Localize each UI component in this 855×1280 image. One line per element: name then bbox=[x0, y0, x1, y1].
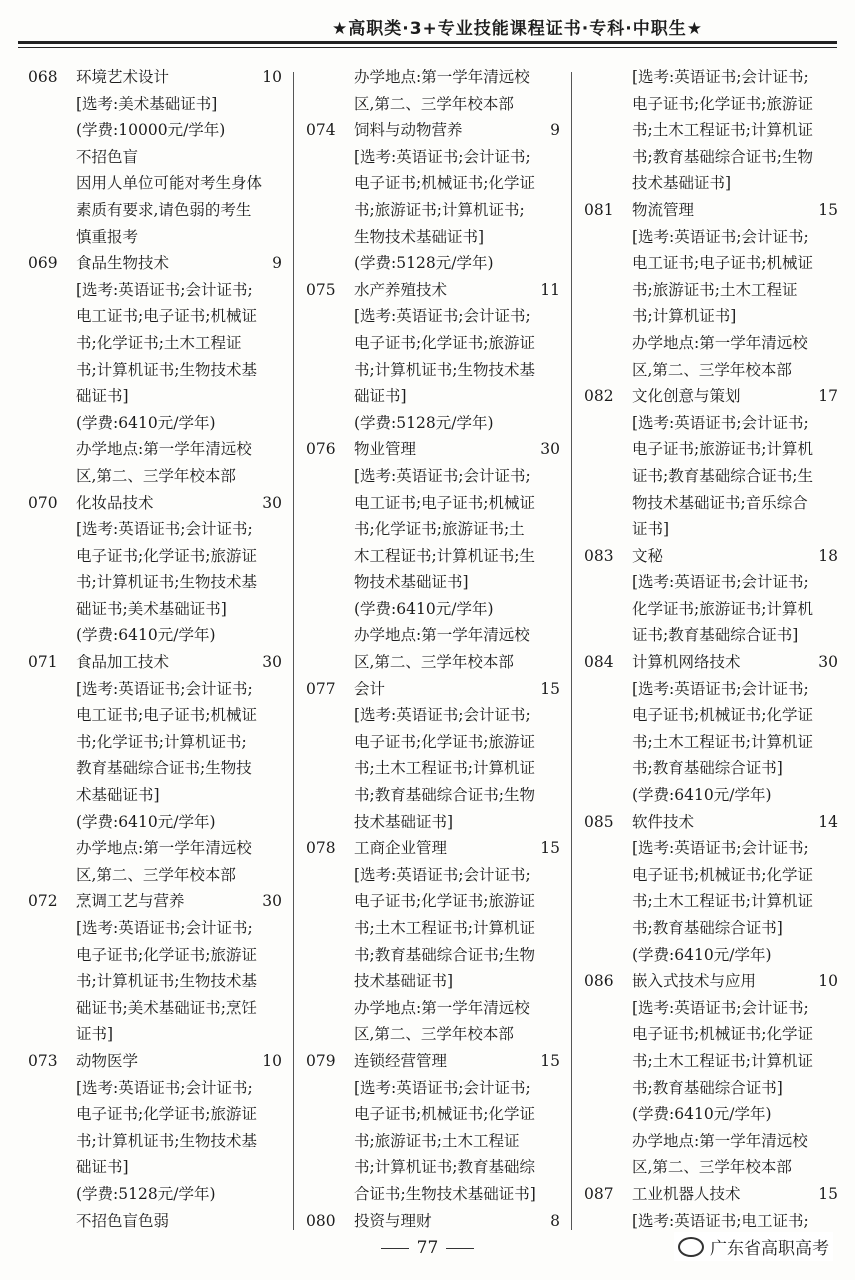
program-detail-line: [选考:英语证书;会计证书; bbox=[354, 147, 531, 166]
enrollment-count: 11 bbox=[540, 280, 560, 299]
program-detail-line: 慎重报考 bbox=[76, 227, 139, 246]
footer-dash-right bbox=[446, 1248, 474, 1249]
program-detail-line: [选考:英语证书;会计证书; bbox=[632, 839, 809, 858]
program-name: 烹调工艺与营养 bbox=[76, 892, 185, 911]
program-listing bbox=[28, 64, 840, 1232]
program-detail-line: (学费:10000元/学年) bbox=[76, 121, 226, 140]
enrollment-count: 30 bbox=[818, 653, 838, 672]
program-detail-line: 电子证书;机械证书;化学证 bbox=[354, 174, 535, 193]
program-name: 工业机器人技术 bbox=[632, 1184, 741, 1203]
program-entry-header bbox=[306, 676, 560, 703]
program-name: 工商企业管理 bbox=[354, 839, 448, 858]
program-detail-line: 因用人单位可能对考生身体 bbox=[76, 174, 263, 193]
enrollment-count: 30 bbox=[262, 892, 282, 911]
program-detail-line: [选考:英语证书;会计证书; bbox=[632, 679, 809, 698]
program-detail-line: [选考:英语证书;会计证书; bbox=[76, 1078, 253, 1097]
program-detail-line: 书;教育基础综合证书;生物 bbox=[632, 147, 813, 166]
program-name: 食品生物技术 bbox=[76, 254, 170, 273]
enrollment-count: 10 bbox=[818, 972, 838, 991]
program-code: 078 bbox=[306, 839, 336, 858]
program-name: 嵌入式技术与应用 bbox=[632, 972, 757, 991]
program-name: 软件技术 bbox=[632, 812, 695, 831]
program-name: 计算机网络技术 bbox=[632, 653, 741, 672]
program-detail-line: 础证书;美术基础证书] bbox=[76, 599, 227, 618]
enrollment-count: 9 bbox=[550, 121, 560, 140]
program-detail-line: 电子证书;机械证书;化学证 bbox=[354, 1105, 535, 1124]
program-detail-line: 书;土木工程证书;计算机证 bbox=[354, 759, 535, 778]
program-detail-line: 础证书] bbox=[76, 1158, 129, 1177]
program-detail-line: (学费:5128元/学年) bbox=[354, 254, 494, 273]
program-detail-line: 书;化学证书;旅游证书;土 bbox=[354, 520, 525, 539]
program-name: 饲料与动物营养 bbox=[354, 121, 463, 140]
program-name: 会计 bbox=[354, 679, 386, 698]
program-detail-line: 办学地点:第一学年清远校 bbox=[76, 839, 252, 858]
program-entry-header bbox=[28, 649, 282, 676]
program-entry-header bbox=[584, 1181, 838, 1208]
program-code: 080 bbox=[306, 1211, 336, 1230]
program-name: 动物医学 bbox=[76, 1051, 139, 1070]
program-detail-line: (学费:6410元/学年) bbox=[632, 1105, 772, 1124]
program-detail-line: 技术基础证书] bbox=[354, 972, 454, 991]
program-name: 化妆品技术 bbox=[76, 493, 154, 512]
program-name: 连锁经营管理 bbox=[354, 1051, 448, 1070]
enrollment-count: 10 bbox=[262, 1051, 282, 1070]
program-detail-line: 合证书;生物技术基础证书] bbox=[354, 1184, 536, 1203]
program-name: 物流管理 bbox=[632, 200, 695, 219]
program-detail-line: 办学地点:第一学年清远校 bbox=[76, 440, 252, 459]
enrollment-count: 15 bbox=[540, 679, 560, 698]
program-code: 070 bbox=[28, 493, 58, 512]
program-detail-line: 电子证书;化学证书;旅游证 bbox=[354, 892, 535, 911]
program-entry-header bbox=[28, 250, 282, 277]
program-entry-header bbox=[28, 888, 282, 915]
program-detail-line: [选考:英语证书;会计证书; bbox=[354, 706, 531, 725]
enrollment-count: 18 bbox=[818, 546, 838, 565]
program-detail-line: 证书;教育基础综合证书] bbox=[632, 626, 799, 645]
program-detail-line: [选考:英语证书;会计证书; bbox=[632, 413, 809, 432]
program-entry-header bbox=[306, 436, 560, 463]
program-detail-line: 书;教育基础综合证书;生物 bbox=[354, 786, 535, 805]
program-detail-line: 教育基础综合证书;生物技 bbox=[76, 759, 252, 778]
program-detail-line: [选考:英语证书;会计证书; bbox=[632, 68, 809, 86]
program-detail-line: 物技术基础证书;音乐综合 bbox=[632, 493, 808, 512]
program-detail-line: [选考:英语证书;会计证书; bbox=[76, 280, 253, 299]
program-code: 079 bbox=[306, 1051, 336, 1070]
program-detail-line: 生物技术基础证书] bbox=[354, 227, 485, 246]
program-detail-line: 电工证书;电子证书;机械证 bbox=[76, 706, 257, 725]
enrollment-count: 10 bbox=[262, 68, 282, 86]
program-detail-line: [选考:英语证书;会计证书; bbox=[632, 227, 809, 246]
column-divider bbox=[293, 72, 294, 1230]
program-detail-line: 书;化学证书;计算机证书; bbox=[76, 732, 247, 751]
program-detail-line: [选考:英语证书;电工证书; bbox=[632, 1211, 809, 1230]
program-entry-header bbox=[584, 197, 838, 224]
program-detail-line: (学费:6410元/学年) bbox=[76, 413, 216, 432]
program-entry-header bbox=[584, 543, 838, 570]
enrollment-count: 15 bbox=[818, 1184, 838, 1203]
header-thin-rule bbox=[18, 47, 837, 48]
program-code: 077 bbox=[306, 679, 336, 698]
program-detail-line: 不招色盲色弱 bbox=[76, 1211, 170, 1230]
program-name: 投资与理财 bbox=[354, 1211, 432, 1230]
program-entry-header bbox=[584, 383, 838, 410]
program-detail-line: [选考:英语证书;会计证书; bbox=[354, 865, 531, 884]
program-detail-line: 书;计算机证书] bbox=[632, 307, 737, 326]
program-detail-line: 区,第二、三学年校本部 bbox=[76, 865, 236, 884]
program-entry-header bbox=[306, 1208, 560, 1232]
column-1 bbox=[28, 64, 282, 1232]
watermark bbox=[674, 1232, 833, 1261]
program-name: 水产养殖技术 bbox=[354, 280, 448, 299]
program-code: 069 bbox=[28, 254, 58, 273]
enrollment-count: 8 bbox=[550, 1211, 560, 1230]
program-detail-line: 证书;教育基础综合证书;生 bbox=[632, 466, 813, 485]
program-detail-line: (学费:5128元/学年) bbox=[76, 1184, 216, 1203]
program-detail-line: [选考:英语证书;会计证书; bbox=[76, 919, 253, 937]
program-detail-line: (学费:6410元/学年) bbox=[632, 786, 772, 805]
program-detail-line: [选考:美术基础证书] bbox=[76, 94, 218, 113]
page-header-title: ★高职类·3+专业技能课程证书·专科·中职生★ bbox=[332, 19, 703, 39]
enrollment-count: 14 bbox=[818, 812, 838, 831]
program-detail-line: (学费:6410元/学年) bbox=[632, 945, 772, 964]
program-detail-line: 书;计算机证书;生物技术基 bbox=[76, 972, 257, 991]
program-detail-line: 素质有要求,请色弱的考生 bbox=[76, 200, 252, 219]
program-detail-line: 不招色盲 bbox=[76, 147, 139, 166]
program-entry-header bbox=[584, 968, 838, 995]
program-code: 086 bbox=[584, 972, 614, 991]
program-detail-line: 书;教育基础综合证书] bbox=[632, 759, 783, 778]
program-code: 083 bbox=[584, 546, 614, 565]
program-code: 068 bbox=[28, 68, 58, 86]
program-detail-line: 书;教育基础综合证书;生物 bbox=[354, 945, 535, 964]
program-detail-line: 书;计算机证书;生物技术基 bbox=[76, 1131, 257, 1150]
program-detail-line: 书;旅游证书;土木工程证 bbox=[632, 280, 798, 299]
program-detail-line: 础证书;美术基础证书;烹饪 bbox=[76, 998, 257, 1017]
program-detail-line: 书;土木工程证书;计算机证 bbox=[632, 892, 813, 911]
program-detail-line: 电工证书;电子证书;机械证 bbox=[76, 307, 257, 326]
program-detail-line: 电子证书;机械证书;化学证 bbox=[632, 706, 813, 725]
program-detail-line: 书;计算机证书;生物技术基 bbox=[76, 360, 257, 379]
program-detail-line: 技术基础证书] bbox=[632, 174, 732, 193]
column-2 bbox=[306, 64, 560, 1232]
program-entry-header bbox=[584, 649, 838, 676]
program-code: 085 bbox=[584, 812, 614, 831]
program-detail-line: 书;教育基础综合证书] bbox=[632, 1078, 783, 1097]
program-entry-header bbox=[584, 809, 838, 836]
program-detail-line: 电子证书;旅游证书;计算机 bbox=[632, 440, 813, 459]
column-3 bbox=[584, 64, 838, 1232]
program-entry-header bbox=[28, 490, 282, 517]
program-detail-line: 电子证书;化学证书;旅游证 bbox=[76, 1105, 257, 1124]
program-detail-line: (学费:6410元/学年) bbox=[354, 599, 494, 618]
program-detail-line: 电工证书;电子证书;机械证 bbox=[354, 493, 535, 512]
program-detail-line: 书;计算机证书;生物技术基 bbox=[354, 360, 535, 379]
program-code: 076 bbox=[306, 440, 336, 459]
program-code: 072 bbox=[28, 892, 58, 911]
program-detail-line: 办学地点:第一学年清远校 bbox=[354, 68, 530, 86]
program-detail-line: (学费:6410元/学年) bbox=[76, 626, 216, 645]
program-entry-header bbox=[28, 64, 282, 91]
program-detail-line: 书;土木工程证书;计算机证 bbox=[632, 1051, 813, 1070]
program-detail-line: [选考:英语证书;会计证书; bbox=[354, 466, 531, 485]
enrollment-count: 30 bbox=[262, 493, 282, 512]
program-detail-line: 电子证书;化学证书;旅游证 bbox=[354, 732, 535, 751]
program-detail-line: (学费:6410元/学年) bbox=[76, 812, 216, 831]
enrollment-count: 15 bbox=[540, 839, 560, 858]
program-detail-line: 电子证书;化学证书;旅游证 bbox=[632, 94, 813, 113]
program-name: 文化创意与策划 bbox=[632, 387, 741, 406]
program-detail-line: 办学地点:第一学年清远校 bbox=[354, 998, 530, 1017]
program-entry-header bbox=[306, 835, 560, 862]
program-entry-header bbox=[28, 1048, 282, 1075]
enrollment-count: 30 bbox=[540, 440, 560, 459]
program-code: 075 bbox=[306, 280, 336, 299]
program-detail-line: 区,第二、三学年校本部 bbox=[354, 653, 514, 672]
program-detail-line: 础证书] bbox=[354, 387, 407, 406]
program-detail-line: 办学地点:第一学年清远校 bbox=[354, 626, 530, 645]
program-detail-line: 区,第二、三学年校本部 bbox=[354, 94, 514, 113]
program-entry-header bbox=[306, 117, 560, 144]
program-detail-line: 电子证书;机械证书;化学证 bbox=[632, 1025, 813, 1044]
program-entry-header bbox=[306, 277, 560, 304]
program-detail-line: 础证书] bbox=[76, 387, 129, 406]
program-code: 084 bbox=[584, 653, 614, 672]
enrollment-count: 9 bbox=[272, 254, 282, 273]
program-detail-line: 书;教育基础综合证书] bbox=[632, 919, 783, 937]
program-detail-line: [选考:英语证书;会计证书; bbox=[354, 1078, 531, 1097]
program-detail-line: 书;土木工程证书;计算机证 bbox=[632, 732, 813, 751]
header-thick-rule bbox=[18, 41, 837, 44]
footer-dash-left bbox=[381, 1248, 409, 1249]
program-detail-line: 术基础证书] bbox=[76, 786, 160, 805]
program-detail-line: 书;化学证书;土木工程证 bbox=[76, 333, 242, 352]
program-detail-line: 书;旅游证书;计算机证书; bbox=[354, 200, 525, 219]
program-detail-line: 区,第二、三学年校本部 bbox=[354, 1025, 514, 1044]
page-number: 77 bbox=[416, 1238, 439, 1258]
program-detail-line: 技术基础证书] bbox=[354, 812, 454, 831]
program-detail-line: 证书] bbox=[76, 1025, 114, 1044]
program-detail-line: 书;土木工程证书;计算机证 bbox=[632, 121, 813, 140]
program-detail-line: 电子证书;化学证书;旅游证 bbox=[76, 945, 257, 964]
program-code: 073 bbox=[28, 1051, 58, 1070]
program-detail-line: 书;计算机证书;生物技术基 bbox=[76, 573, 257, 592]
program-detail-line: [选考:英语证书;会计证书; bbox=[76, 520, 253, 539]
program-code: 087 bbox=[584, 1184, 614, 1203]
enrollment-count: 15 bbox=[540, 1051, 560, 1070]
program-detail-line: 区,第二、三学年校本部 bbox=[632, 1158, 792, 1177]
program-name: 食品加工技术 bbox=[76, 653, 170, 672]
program-detail-line: [选考:英语证书;会计证书; bbox=[76, 679, 253, 698]
program-code: 071 bbox=[28, 653, 58, 672]
program-detail-line: [选考:英语证书;会计证书; bbox=[632, 998, 809, 1017]
program-detail-line: 证书] bbox=[632, 520, 670, 539]
program-detail-line: 电子证书;机械证书;化学证 bbox=[632, 865, 813, 884]
program-detail-line: 化学证书;旅游证书;计算机 bbox=[632, 599, 813, 618]
program-detail-line: 书;计算机证书;教育基础综 bbox=[354, 1158, 535, 1177]
program-detail-line: [选考:英语证书;会计证书; bbox=[632, 573, 809, 592]
enrollment-count: 30 bbox=[262, 653, 282, 672]
program-detail-line: 物技术基础证书] bbox=[354, 573, 469, 592]
enrollment-count: 17 bbox=[818, 387, 838, 406]
program-code: 081 bbox=[584, 200, 614, 219]
program-entry-header bbox=[306, 1048, 560, 1075]
program-name: 文秘 bbox=[632, 546, 664, 565]
column-divider bbox=[571, 72, 572, 1230]
program-detail-line: [选考:英语证书;会计证书; bbox=[354, 307, 531, 326]
wechat-icon bbox=[678, 1237, 704, 1257]
program-name: 环境艺术设计 bbox=[76, 68, 170, 86]
program-detail-line: 电子证书;化学证书;旅游证 bbox=[354, 333, 535, 352]
program-name: 物业管理 bbox=[354, 440, 417, 459]
program-code: 082 bbox=[584, 387, 614, 406]
program-detail-line: 办学地点:第一学年清远校 bbox=[632, 1131, 808, 1150]
program-detail-line: 电子证书;化学证书;旅游证 bbox=[76, 546, 257, 565]
program-detail-line: 区,第二、三学年校本部 bbox=[76, 466, 236, 485]
enrollment-count: 15 bbox=[818, 200, 838, 219]
program-detail-line: 木工程证书;计算机证书;生 bbox=[354, 546, 535, 565]
program-detail-line: 办学地点:第一学年清远校 bbox=[632, 333, 808, 352]
program-detail-line: (学费:5128元/学年) bbox=[354, 413, 494, 432]
program-detail-line: 电工证书;电子证书;机械证 bbox=[632, 254, 813, 273]
program-code: 074 bbox=[306, 121, 336, 140]
program-detail-line: 书;土木工程证书;计算机证 bbox=[354, 919, 535, 937]
watermark-text: 广东省高职高考 bbox=[710, 1239, 829, 1259]
program-detail-line: 区,第二、三学年校本部 bbox=[632, 360, 792, 379]
program-detail-line: 书;旅游证书;土木工程证 bbox=[354, 1131, 520, 1150]
